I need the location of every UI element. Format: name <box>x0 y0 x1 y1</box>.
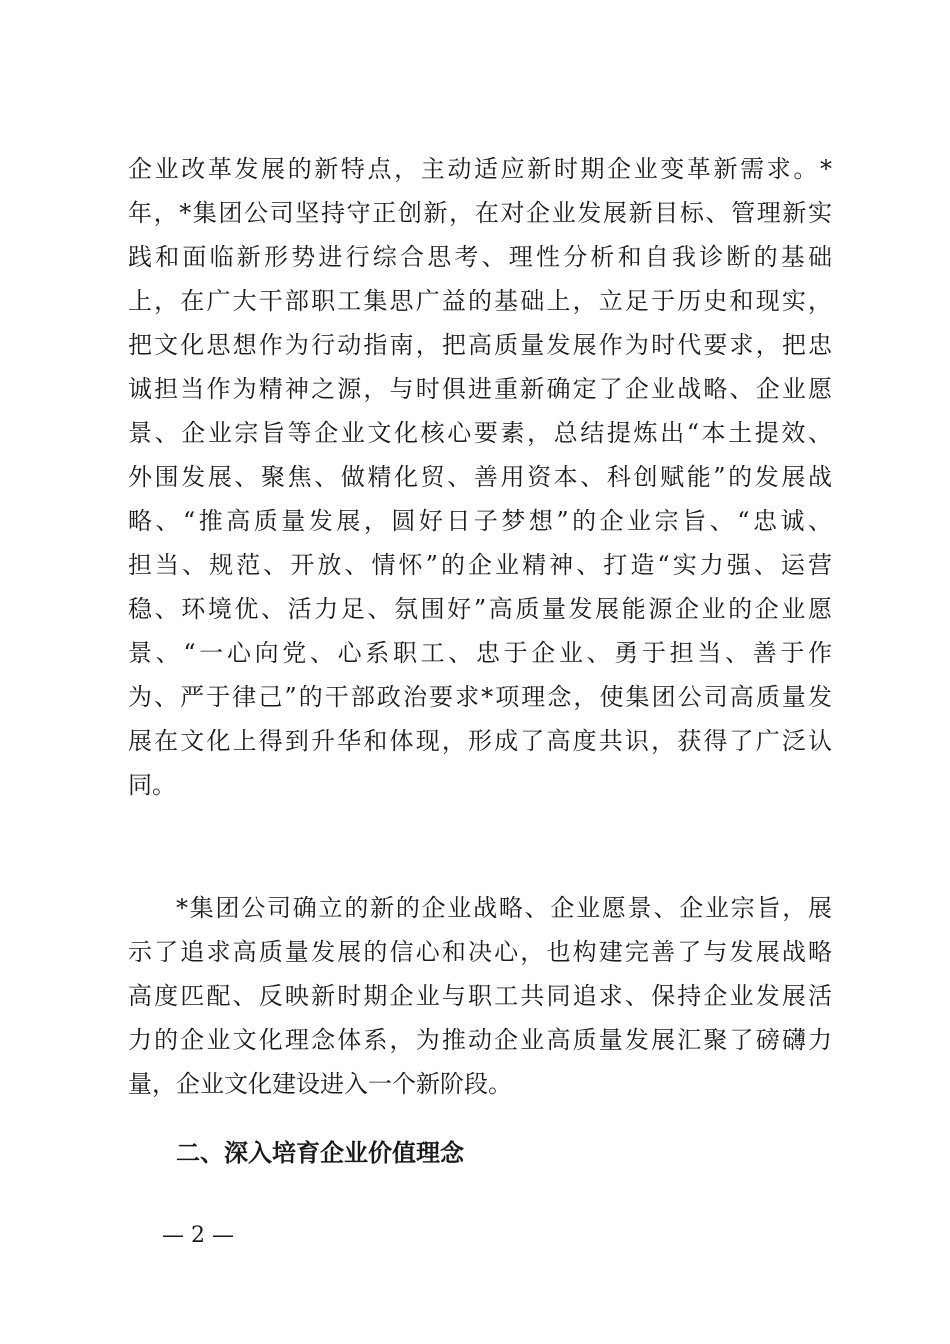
paragraph-line: 景、“一心向党、心系职工、忠于企业、勇于担当、善于作 <box>128 639 832 667</box>
paragraph-line: *集团公司确立的新的企业战略、企业愿景、企业宗旨，展 <box>176 894 832 922</box>
paragraph-line: 年，*集团公司坚持守正创新，在对企业发展新目标、管理新实 <box>128 199 832 227</box>
section-heading: 二、深入培育企业价值理念 <box>176 1139 464 1167</box>
paragraph-line: 担当、规范、开放、情怀”的企业精神、打造“实力强、运营 <box>128 551 832 579</box>
paragraph-line: 高度匹配、反映新时期企业与职工共同追求、保持企业发展活 <box>128 982 832 1010</box>
paragraph-line: 把文化思想作为行动指南，把高质量发展作为时代要求，把忠 <box>128 331 832 359</box>
paragraph-line: 同。 <box>128 771 176 799</box>
paragraph-line: 企业改革发展的新特点，主动适应新时期企业变革新需求。* <box>128 155 832 183</box>
paragraph-line: 景、企业宗旨等企业文化核心要素，总结提炼出“本土提效、 <box>128 419 832 447</box>
paragraph-line: 诚担当作为精神之源，与时俱进重新确定了企业战略、企业愿 <box>128 375 832 403</box>
paragraph-line: 为、严于律己”的干部政治要求*项理念，使集团公司高质量发 <box>128 683 832 711</box>
paragraph-2 <box>128 886 832 1106</box>
paragraph-line: 略、“推高质量发展，圆好日子梦想”的企业宗旨、“忠诚、 <box>128 507 832 535</box>
paragraph-line: 外围发展、聚焦、做精化贸、善用资本、科创赋能”的发展战 <box>128 463 832 491</box>
paragraph-line: 量，企业文化建设进入一个新阶段。 <box>128 1070 512 1098</box>
paragraph-line: 上，在广大干部职工集思广益的基础上，立足于历史和现实， <box>128 287 832 315</box>
paragraph-line: 稳、环境优、活力足、氛围好”高质量发展能源企业的企业愿 <box>128 595 832 623</box>
paragraph-line: 展在文化上得到升华和体现，形成了高度共识，获得了广泛认 <box>128 727 832 755</box>
paragraph-line: 力的企业文化理念体系，为推动企业高质量发展汇聚了磅礴力 <box>128 1026 832 1054</box>
paragraph-line: 践和面临新形势进行综合思考、理性分析和自我诊断的基础 <box>128 243 832 271</box>
page-number: — 2 — <box>162 1223 234 1248</box>
paragraph-line: 示了追求高质量发展的信心和决心，也构建完善了与发展战略 <box>128 938 832 966</box>
paragraph-1 <box>128 147 832 807</box>
